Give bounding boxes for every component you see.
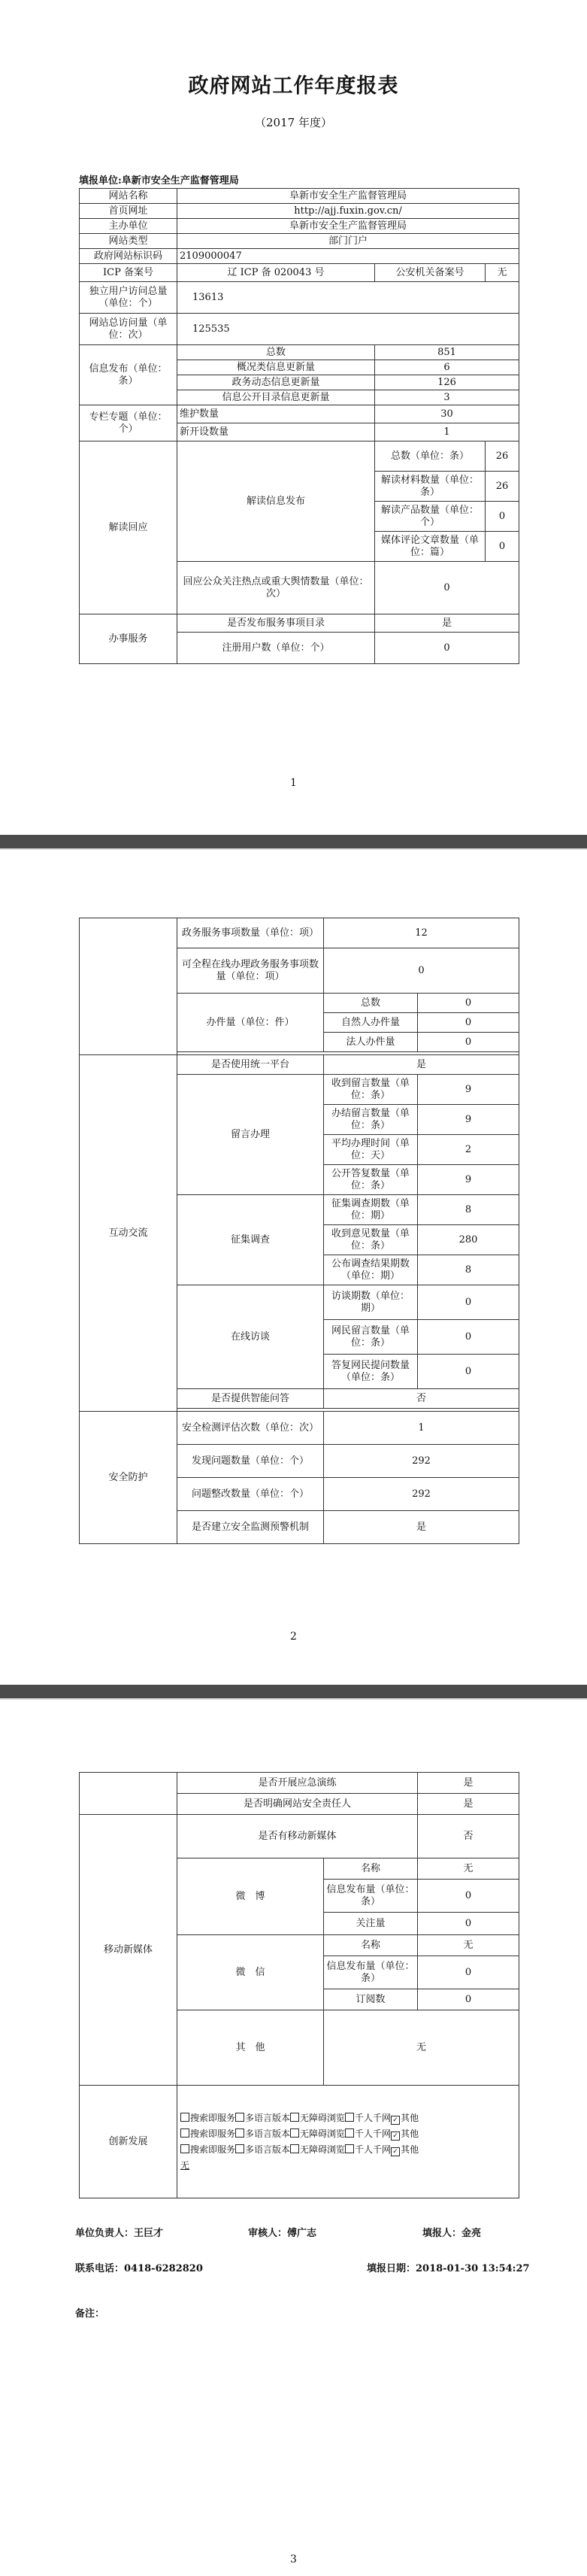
cell-label: 网站总访问量（单位：次） <box>80 314 177 345</box>
checkbox-label: 其他 <box>401 2144 419 2155</box>
cell-label: 解读产品数量（单位：个） <box>375 502 486 532</box>
cell-label: 安全防护 <box>80 1412 177 1544</box>
cell-label: 留言办理 <box>177 1075 324 1195</box>
checkbox-label: 其他 <box>401 2128 419 2139</box>
cell-label: 维护数量 <box>177 405 375 423</box>
cell-value: 26 <box>486 472 519 502</box>
page-1 <box>0 0 587 842</box>
page-separator <box>0 835 587 850</box>
page-number: 2 <box>290 1631 297 1643</box>
checkbox-label: 其他 <box>401 2112 419 2123</box>
cell-label: 互动交流 <box>80 1055 177 1412</box>
cell-label: 可全程在线办理政务服务事项数量（单位：项） <box>177 948 324 994</box>
cell-value: 0 <box>418 1320 519 1355</box>
checkbox[interactable] <box>235 2113 244 2122</box>
cell-value: 6 <box>375 360 519 375</box>
cell-label: 创新发展 <box>80 2086 177 2198</box>
cell-label: 政务服务事项数量（单位：项） <box>177 918 324 948</box>
cell-label: 其 他 <box>177 2010 324 2086</box>
cell-value: 851 <box>375 345 519 360</box>
cell-label: 征集调查 <box>177 1195 324 1285</box>
checkbox-label: 千人千网 <box>355 2112 392 2123</box>
page-2 <box>0 850 587 1685</box>
cell-value: 8 <box>418 1255 519 1285</box>
checkbox[interactable] <box>345 2128 354 2138</box>
cell-label: 办结留言数量（单位：条） <box>324 1105 418 1135</box>
reviewer: 审核人：傅广志 <box>248 2228 317 2239</box>
cell-label: 名称 <box>324 1935 418 1956</box>
cell-label: 公布调查结果期数（单位：期） <box>324 1255 418 1285</box>
cell-value: 0 <box>418 1285 519 1320</box>
cell-label: 是否建立安全监测预警机制 <box>177 1511 324 1544</box>
cell-value: 阜新市安全生产监督管理局 <box>177 189 519 204</box>
cell-label <box>80 918 177 1055</box>
checkbox-label: 千人千网 <box>355 2144 392 2155</box>
cell-label: 网站名称 <box>80 189 177 204</box>
cell-value: 1 <box>375 423 519 441</box>
cell-label: 办件量（单位：件） <box>177 994 324 1052</box>
fill-date: 填报日期：2018-01-30 13:54:27 <box>367 2263 530 2274</box>
cell-value: 是 <box>418 1794 519 1815</box>
table-services <box>79 918 519 1544</box>
cell-value: 3 <box>375 390 519 405</box>
cell-value: 是 <box>418 1773 519 1794</box>
innovation-row <box>180 2142 516 2158</box>
cell-label: 是否明确网站安全责任人 <box>177 1794 418 1815</box>
cell-value: 是 <box>324 1055 519 1075</box>
cell-label: 总数（单位：条） <box>375 441 486 472</box>
cell-value: 26 <box>486 441 519 472</box>
unit-head: 单位负责人：王巨才 <box>75 2228 164 2239</box>
cell-value: 12 <box>324 918 519 948</box>
cell-value: 0 <box>418 1913 519 1935</box>
checkbox[interactable] <box>235 2128 244 2138</box>
cell-label: 总数 <box>324 994 418 1013</box>
checkbox-label: 多语言版本 <box>245 2128 291 2139</box>
cell-label: 公安机关备案号 <box>375 264 486 282</box>
cell-value: 否 <box>324 1389 519 1409</box>
cell-label: 微 信 <box>177 1935 324 2010</box>
cell-label: 收到留言数量（单位：条） <box>324 1075 418 1105</box>
checkbox[interactable] <box>290 2144 299 2153</box>
table-basic-info <box>79 188 519 664</box>
cell-value: 无 <box>418 1935 519 1956</box>
checkbox[interactable] <box>345 2144 354 2153</box>
cell-label: 媒体评论文章数量（单位：篇） <box>375 532 486 562</box>
cell-label: 发现问题数量（单位：个） <box>177 1445 324 1478</box>
cell-label: 是否发布服务事项目录 <box>177 614 375 633</box>
page-number: 3 <box>290 2553 297 2565</box>
cell-label: 网民留言数量（单位：条） <box>324 1320 418 1355</box>
cell-label: 信息发布（单位：条） <box>80 345 177 405</box>
cell-label: 解读回应 <box>80 441 177 614</box>
cell-label: 办事服务 <box>80 614 177 664</box>
cell-value: 9 <box>418 1105 519 1135</box>
cell-label: ICP 备案号 <box>80 264 177 282</box>
cell-label: 是否有移动新媒体 <box>177 1815 418 1858</box>
checkbox-label: 无障碍浏览 <box>300 2128 346 2139</box>
cell-label: 解读材料数量（单位：条） <box>375 472 486 502</box>
cell-value: 0 <box>418 1989 519 2010</box>
cell-label: 是否提供智能问答 <box>177 1389 324 1409</box>
cell-value: 0 <box>418 1355 519 1389</box>
cell-value: 125535 <box>177 314 519 345</box>
cell-value: 0 <box>418 1956 519 1989</box>
page-3 <box>0 1700 587 2576</box>
cell-value: 辽 ICP 备 020043 号 <box>177 264 375 282</box>
checked-checkbox[interactable]: ✓ <box>391 2131 400 2141</box>
innovation-row <box>180 2110 516 2126</box>
remarks: 备注： <box>75 2308 105 2320</box>
cell-value: 292 <box>324 1445 519 1478</box>
cell-label: 专栏专题（单位：个） <box>80 405 177 441</box>
cell-label: 答复网民提问数量（单位：条） <box>324 1355 418 1389</box>
cell-label: 主办单位 <box>80 219 177 234</box>
cell-label: 法人办件量 <box>324 1033 418 1052</box>
checkbox[interactable] <box>180 2128 189 2138</box>
cell-value: 30 <box>375 405 519 423</box>
cell-label: 是否使用统一平台 <box>177 1055 324 1075</box>
cell-value: 292 <box>324 1478 519 1511</box>
cell-value: 0 <box>375 562 519 614</box>
cell-label: 在线访谈 <box>177 1285 324 1389</box>
cell-label: 微 博 <box>177 1858 324 1935</box>
cell-value: 无 <box>418 1858 519 1880</box>
cell-value: 是 <box>324 1511 519 1544</box>
cell-label: 政务动态信息更新量 <box>177 375 375 390</box>
checkbox-label: 搜索即服务 <box>190 2128 236 2139</box>
checkbox-label: 多语言版本 <box>245 2144 291 2155</box>
homepage-link[interactable]: http://ajj.fuxin.gov.cn/ <box>177 204 519 219</box>
cell-label: 公开答复数量（单位：条） <box>324 1165 418 1195</box>
checked-checkbox[interactable]: ✓ <box>391 2116 400 2125</box>
cell-label: 信息发布量（单位：条） <box>324 1880 418 1913</box>
cell-value: 280 <box>418 1225 519 1255</box>
cell-label: 政府网站标识码 <box>80 249 177 264</box>
cell-label: 安全检测评估次数（单位：次） <box>177 1412 324 1445</box>
checkbox[interactable] <box>290 2113 299 2122</box>
cell-label: 名称 <box>324 1858 418 1880</box>
report-title: 政府网站工作年度报表 <box>188 74 399 98</box>
checkbox-label: 千人千网 <box>355 2128 392 2139</box>
cell-value: 无 <box>324 2010 519 2086</box>
cell-value: 2 <box>418 1135 519 1165</box>
cell-label: 问题整改数量（单位：个） <box>177 1478 324 1511</box>
cell-value: 0 <box>486 532 519 562</box>
cell-value: 126 <box>375 375 519 390</box>
checkbox[interactable] <box>180 2144 189 2153</box>
checkbox-label: 多语言版本 <box>245 2112 291 2123</box>
cell-value: 0 <box>375 633 519 664</box>
checkbox[interactable] <box>345 2113 354 2122</box>
cell-value: 0 <box>324 948 519 994</box>
checkbox-label: 搜索即服务 <box>190 2144 236 2155</box>
cell-value: 9 <box>418 1165 519 1195</box>
cell-label: 订阅数 <box>324 1989 418 2010</box>
cell-label: 回应公众关注热点或重大舆情数量（单位：次） <box>177 562 375 614</box>
cell-value: 0 <box>486 502 519 532</box>
cell-value: 0 <box>418 1013 519 1033</box>
cell-label: 访谈期数（单位：期） <box>324 1285 418 1320</box>
cell-value: 9 <box>418 1075 519 1105</box>
cell-value: 2109000047 <box>177 249 519 264</box>
checkbox-label: 无障碍浏览 <box>300 2144 346 2155</box>
cell-value: 阜新市安全生产监督管理局 <box>177 219 519 234</box>
filler: 填报人：金亮 <box>422 2228 482 2239</box>
cell-label: 关注量 <box>324 1913 418 1935</box>
table-mobile-innovation <box>79 1772 519 2198</box>
checked-checkbox[interactable]: ✓ <box>391 2147 400 2156</box>
checkbox-label: 无障碍浏览 <box>300 2112 346 2123</box>
cell-label: 征集调查期数（单位：期） <box>324 1195 418 1225</box>
cell-label: 信息发布量（单位：条） <box>324 1956 418 1989</box>
cell-value: 0 <box>418 1880 519 1913</box>
checkbox-label: 搜索即服务 <box>190 2112 236 2123</box>
other-text: 无 <box>180 2159 190 2171</box>
cell-label: 收到意见数量（单位：条） <box>324 1225 418 1255</box>
cell-value: 0 <box>418 994 519 1013</box>
page-number: 1 <box>290 777 297 789</box>
cell-value: 1 <box>324 1412 519 1445</box>
checkbox[interactable] <box>290 2128 299 2138</box>
innovation-options <box>177 2086 519 2198</box>
cell-label: 平均办理时间（单位：天） <box>324 1135 418 1165</box>
cell-label: 注册用户数（单位：个） <box>177 633 375 664</box>
cell-label: 是否开展应急演练 <box>177 1773 418 1794</box>
report-year: （2017 年度） <box>255 116 332 129</box>
cell-label: 解读信息发布 <box>177 441 375 562</box>
cell-label <box>80 1773 177 1815</box>
checkbox[interactable] <box>180 2113 189 2122</box>
cell-label: 新开设数量 <box>177 423 375 441</box>
contact-phone: 联系电话：0418-6282820 <box>75 2263 203 2274</box>
page-separator <box>0 1685 587 1700</box>
checkbox[interactable] <box>235 2144 244 2153</box>
innovation-row <box>180 2126 516 2142</box>
cell-label: 信息公开目录信息更新量 <box>177 390 375 405</box>
cell-value: 13613 <box>177 282 519 314</box>
cell-value: 0 <box>418 1033 519 1052</box>
cell-label: 总数 <box>177 345 375 360</box>
cell-value: 无 <box>486 264 519 282</box>
cell-label: 网站类型 <box>80 234 177 249</box>
filler-unit: 填报单位:阜新市安全生产监督管理局 <box>79 175 239 187</box>
cell-label: 移动新媒体 <box>80 1815 177 2086</box>
cell-value: 部门门户 <box>177 234 519 249</box>
cell-label: 自然人办件量 <box>324 1013 418 1033</box>
cell-value: 是 <box>375 614 519 633</box>
cell-value: 否 <box>418 1815 519 1858</box>
cell-value: 8 <box>418 1195 519 1225</box>
cell-label: 概况类信息更新量 <box>177 360 375 375</box>
cell-label: 首页网址 <box>80 204 177 219</box>
cell-label: 独立用户访问总量（单位：个） <box>80 282 177 314</box>
